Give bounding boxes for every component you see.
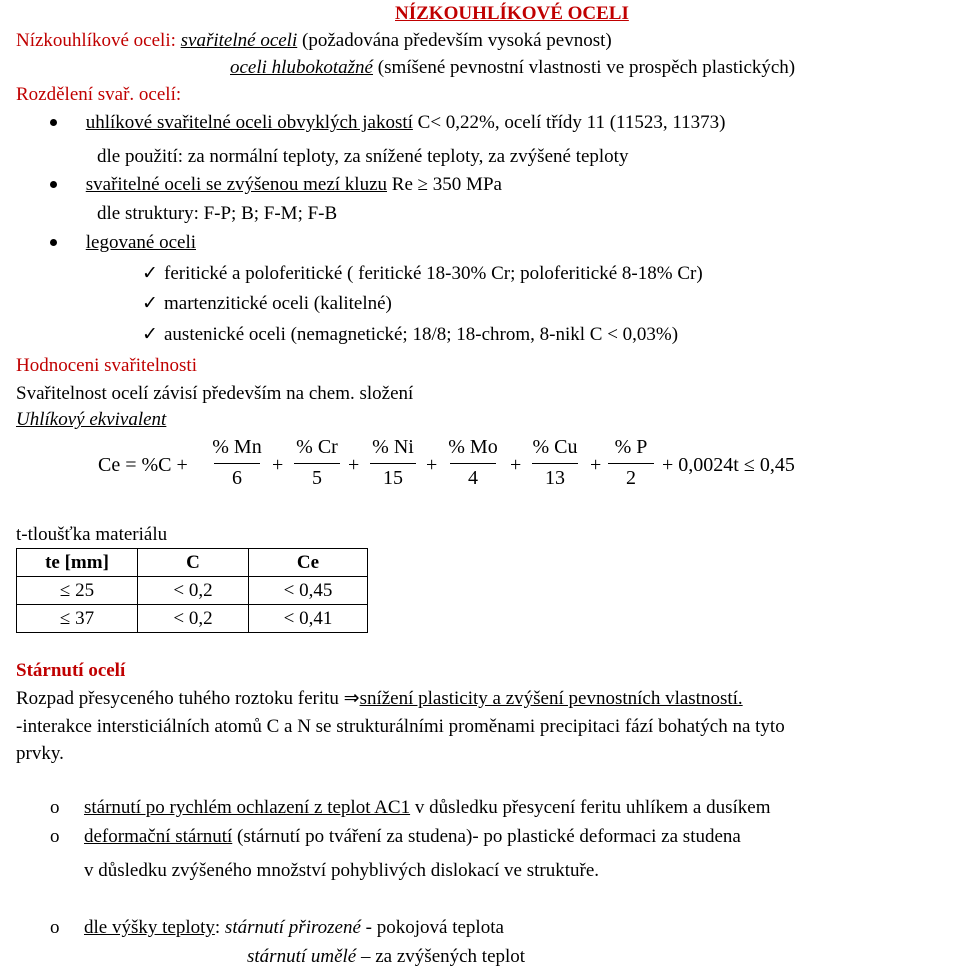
bullet-icon	[50, 119, 57, 126]
table-cell: ≤ 25	[17, 577, 138, 605]
aging-item-3-rest: - pokojová teplota	[360, 917, 504, 938]
fraction-bar	[608, 463, 654, 464]
fraction-denominator: 2	[626, 467, 636, 489]
check-item-1-text: feritické a poloferitické ( feritické 18-30% Cr; poloferitické 8-18% Cr)	[164, 263, 703, 284]
table-cell: < 0,45	[249, 577, 368, 605]
fraction-numerator: % Cr	[296, 436, 338, 458]
fraction-numerator: % P	[614, 436, 648, 458]
checkmark-icon: ✓	[142, 263, 158, 284]
formula-tail: + 0,0024t ≤ 0,45	[662, 454, 795, 476]
table-header-row	[17, 549, 368, 577]
bullet-1-sub: dle použití: za normální teploty, za snížené teploty, za zvýšené teploty	[97, 146, 629, 167]
aging-item-3-underlined: dle výšky teploty	[84, 917, 215, 938]
fraction-bar	[294, 463, 340, 464]
circle-bullet-icon: o	[50, 917, 60, 938]
aging-item-3-italic: stárnutí přirozené	[224, 917, 361, 938]
plus-sign: +	[510, 454, 522, 476]
check-item-1	[142, 263, 703, 285]
fraction-numerator: % Mo	[448, 436, 498, 458]
table-row	[17, 577, 368, 605]
formula-lhs: Ce = %C +	[98, 454, 188, 476]
fraction-bar	[532, 463, 578, 464]
check-item-2-text: martenzitické oceli (kalitelné)	[164, 293, 392, 314]
aging-item-3-cont	[247, 946, 525, 968]
table-header: Ce	[249, 549, 368, 577]
table-row	[17, 605, 368, 633]
bullet-icon	[50, 181, 57, 188]
fraction-numerator: % Mn	[212, 436, 262, 458]
fraction-bar	[370, 463, 416, 464]
fraction-bar	[214, 463, 260, 464]
aging-item-3-colon: :	[214, 917, 225, 938]
paragraph-text: Rozpad přesyceného tuhého roztoku feritu	[16, 688, 344, 709]
fraction-numerator: % Ni	[372, 436, 414, 458]
plus-sign: +	[272, 454, 284, 476]
ce-table	[16, 548, 368, 633]
checkmark-icon: ✓	[142, 324, 158, 345]
bullet-icon	[50, 239, 57, 246]
aging-item-1	[50, 797, 770, 819]
fraction-numerator: % Cu	[532, 436, 578, 458]
bullet-2-sub: dle struktury: F-P; B; F-M; F-B	[97, 203, 338, 224]
paragraph-underlined: snížení plasticity a zvýšení pevnostních vlastností.	[359, 688, 743, 709]
starnuti-paragraph-1	[16, 688, 743, 710]
fraction-denominator: 4	[468, 467, 478, 489]
aging-item-2-cont: v důsledku zvýšeného množství pohyblivých dislokací ve struktuře.	[84, 860, 600, 881]
intro-welded-steels: svařitelné oceli	[180, 30, 298, 51]
aging-item-2-underlined: deformační stárnutí	[84, 826, 233, 847]
table-cell: < 0,2	[138, 577, 249, 605]
implies-arrow-icon: ⇒	[343, 688, 360, 709]
aging-item-3b-italic: stárnutí umělé	[247, 946, 357, 967]
plus-sign: +	[426, 454, 438, 476]
checkmark-icon: ✓	[142, 293, 158, 314]
page-title: NÍZKOUHLÍKOVÉ OCELI	[395, 3, 629, 24]
bullet-1-underlined: uhlíkové svařitelné oceli obvyklých jakostí	[85, 112, 413, 133]
intro-label: Nízkouhlíkové oceli:	[16, 30, 176, 51]
bullet-item-1	[50, 112, 725, 134]
fraction-bar	[450, 463, 496, 464]
intro-deep-drawing-steels: oceli hlubokotažné	[230, 57, 373, 78]
circle-bullet-icon: o	[50, 797, 60, 818]
table-cell: < 0,2	[138, 605, 249, 633]
intro-line-1	[16, 30, 612, 52]
check-item-3-text: austenické oceli (nemagnetické; 18/8; 18-chrom, 8-nikl C < 0,03%)	[164, 324, 679, 345]
intro-line1-rest: (požadována především vysoká pevnost)	[297, 30, 612, 51]
aging-item-1-rest: v důsledku přesycení feritu uhlíkem a dusíkem	[410, 797, 771, 818]
starnuti-heading: Stárnutí ocelí	[16, 660, 126, 681]
check-item-3	[142, 324, 678, 346]
check-item-2	[142, 293, 392, 315]
bullet-2-rest: Re ≥ 350 MPa	[387, 174, 502, 195]
aging-item-1-underlined: stárnutí po rychlém ochlazení z teplot AC1	[84, 797, 411, 818]
aging-item-2-rest: (stárnutí po tváření za studena)- po plastické deformaci za studena	[232, 826, 741, 847]
bullet-item-2	[50, 174, 502, 196]
aging-item-3	[50, 917, 504, 939]
intro-line-2	[230, 57, 795, 79]
table-cell: < 0,41	[249, 605, 368, 633]
svaritelnost-text: Svařitelnost ocelí závisí především na chem. složení	[16, 383, 414, 404]
aging-item-3b-rest: – za zvýšených teplot	[356, 946, 526, 967]
bullet-2-underlined: svařitelné oceli se zvýšenou mezí kluzu	[85, 174, 388, 195]
uhlikovy-heading: Uhlíkový ekvivalent	[16, 409, 167, 430]
table-cell: ≤ 37	[17, 605, 138, 633]
starnuti-paragraph-2: -interakce intersticiálních atomů C a N se strukturálními proměnami precipitaci fází bohatých na tyto	[16, 716, 785, 737]
fraction-denominator: 6	[232, 467, 242, 489]
bullet-1-rest: C< 0,22%, ocelí třídy 11 (11523, 11373)	[412, 112, 726, 133]
plus-sign: +	[590, 454, 602, 476]
table-header: C	[138, 549, 249, 577]
fraction-denominator: 13	[545, 467, 565, 489]
bullet-item-3	[50, 232, 196, 254]
rozdeleni-heading: Rozdělení svař. ocelí:	[16, 84, 182, 105]
fraction-denominator: 5	[312, 467, 322, 489]
fraction-denominator: 15	[383, 467, 403, 489]
hodnoceni-heading: Hodnoceni svařitelnosti	[16, 355, 197, 376]
bullet-3-underlined: legované oceli	[85, 232, 197, 253]
starnuti-paragraph-2-cont: prvky.	[16, 743, 64, 764]
tloustka-label: t-tloušťka materiálu	[16, 524, 168, 545]
plus-sign: +	[348, 454, 360, 476]
aging-item-2	[50, 826, 741, 848]
carbon-equivalent-formula	[0, 436, 960, 496]
table-header: te [mm]	[17, 549, 138, 577]
intro-line2-rest: (smíšené pevnostní vlastnosti ve prospěch plastických)	[373, 57, 796, 78]
circle-bullet-icon: o	[50, 826, 60, 847]
